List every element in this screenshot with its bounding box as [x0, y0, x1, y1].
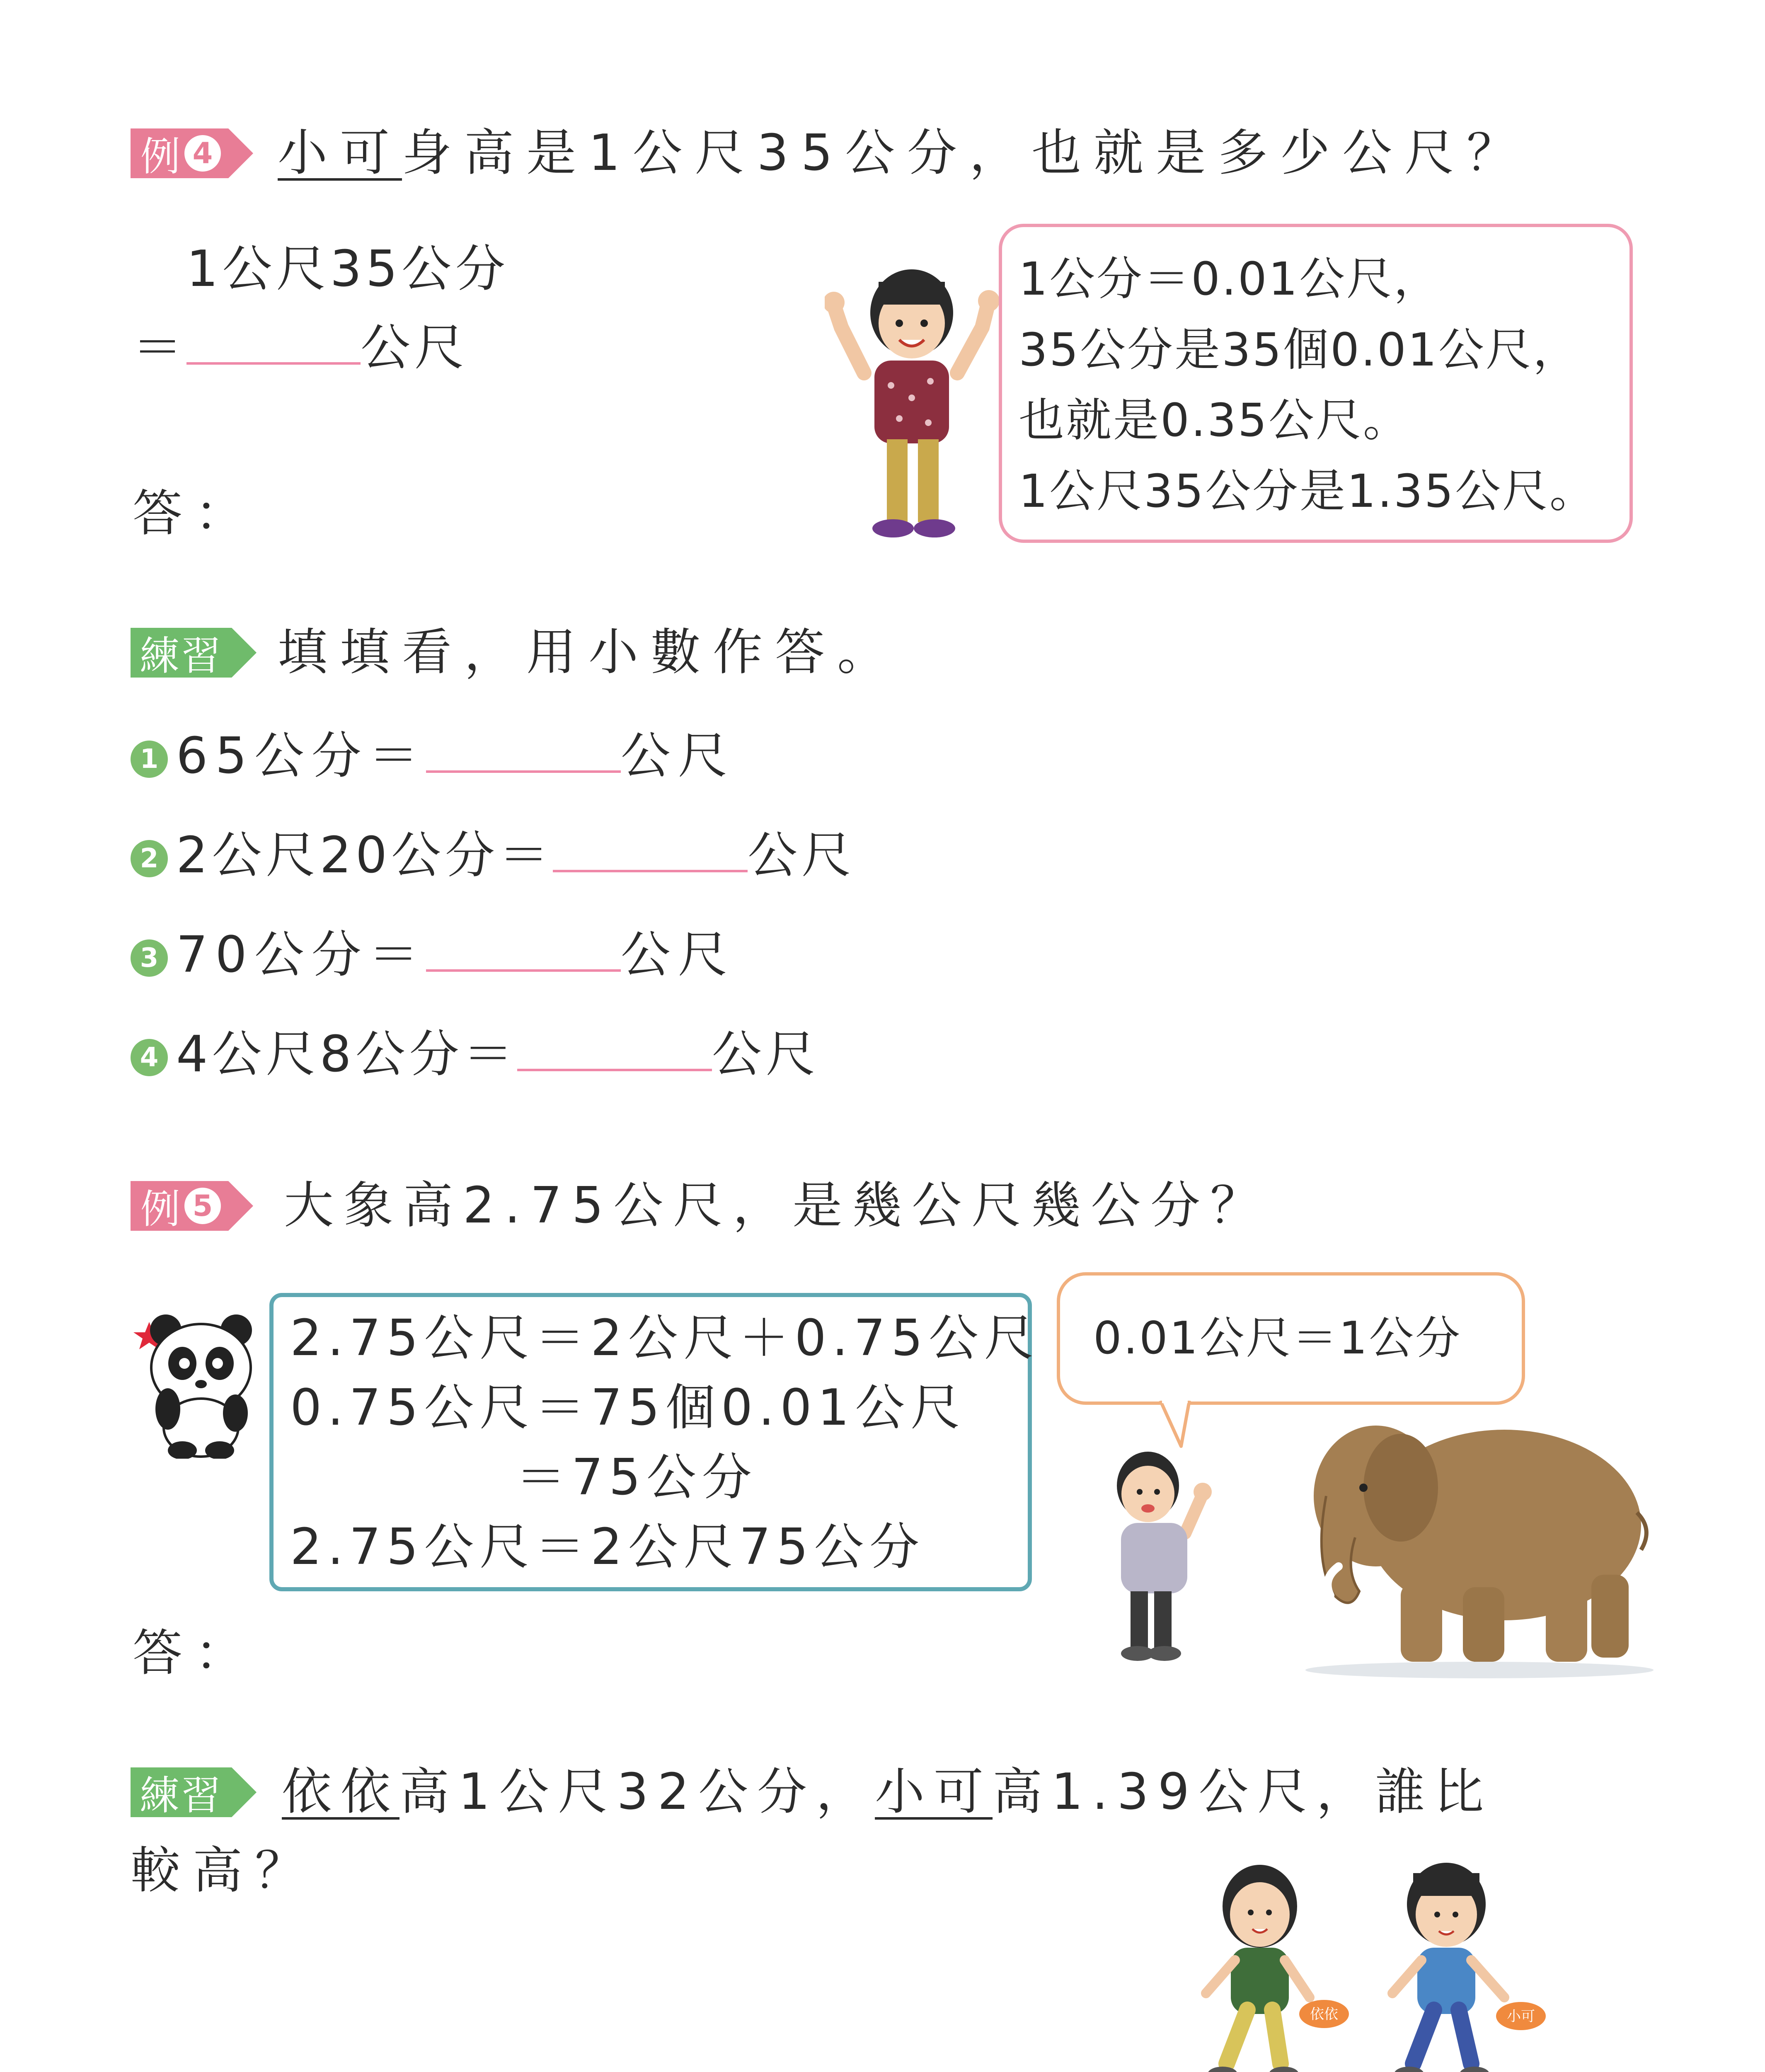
- example-tag-label: 例: [140, 133, 180, 180]
- example-5-work-box: [269, 1293, 1040, 1591]
- practice-2-question-line2: 較高？: [131, 1842, 317, 1900]
- hint-line-3: 也就是0.35公尺。: [1019, 394, 1410, 447]
- two-girls-illustration: [1181, 1857, 1596, 2072]
- practice-2-question-line1: [282, 1763, 1493, 1821]
- equals-sign: ＝: [133, 319, 186, 377]
- work-line-2: 0.75公尺＝75個0.01公尺: [290, 1379, 966, 1437]
- item-unit: 公尺: [748, 827, 856, 884]
- answer-blank[interactable]: [517, 1060, 712, 1071]
- practice-item-4: [131, 1026, 820, 1083]
- practice-tag-label: 練習: [131, 628, 232, 678]
- practice-tag-label: 練習: [131, 1767, 232, 1817]
- item-left: 70公分＝: [176, 926, 426, 984]
- elephant-speech-bubble: [1057, 1272, 1525, 1405]
- item-number-badge: 2: [131, 840, 168, 877]
- question-text: 身高是1公尺35公分，也就是多少公尺？: [402, 124, 1529, 182]
- tag-arrow-icon: [228, 1181, 253, 1231]
- answer-blank[interactable]: [186, 354, 361, 365]
- example-5-question: 大象高2.75公尺，是幾公尺幾公分？: [284, 1177, 1270, 1234]
- example-5-answer-label: 答：: [133, 1624, 257, 1682]
- bubble-text: 0.01公尺＝1公分: [1093, 1312, 1462, 1365]
- item-number-badge: 4: [131, 1039, 168, 1076]
- hint-line-1: 1公分＝0.01公尺，: [1019, 252, 1441, 305]
- practice-1-tag: [131, 628, 257, 678]
- boy-illustration: [1098, 1450, 1214, 1666]
- practice-item-3: [131, 926, 735, 984]
- example-tag-label: 例: [140, 1186, 180, 1232]
- unit-text: 公尺: [361, 319, 468, 377]
- sign-xiaoke: 小可: [1507, 2008, 1535, 2025]
- question-part-1: 高1公尺32公分，: [399, 1763, 875, 1821]
- item-left: 65公分＝: [176, 727, 426, 785]
- answer-blank[interactable]: [553, 862, 748, 872]
- item-left: 2公尺20公分＝: [176, 827, 553, 884]
- hint-bubble: [999, 224, 1633, 543]
- item-number-badge: 1: [131, 741, 168, 778]
- name-xiaoke: 小可: [278, 124, 402, 182]
- item-unit: 公尺: [620, 727, 735, 785]
- bubble-tail-icon: [1156, 1401, 1206, 1450]
- practice-1-instruction: 填填看，用小數作答。: [278, 624, 899, 681]
- hint-line-4: 1公尺35公分是1.35公尺。: [1019, 464, 1597, 518]
- hint-line-2: 35公分是35個0.01公尺，: [1019, 323, 1580, 376]
- practice-item-2: [131, 827, 856, 884]
- tag-arrow-icon: [228, 128, 253, 178]
- example-4-work-line2: [133, 319, 468, 377]
- answer-blank[interactable]: [426, 961, 621, 972]
- answer-blank[interactable]: [426, 762, 621, 773]
- example-number-badge: 5: [184, 1188, 221, 1224]
- item-number-badge: 3: [131, 939, 168, 977]
- work-line-3: ＝75公分: [516, 1449, 758, 1506]
- item-left: 4公尺8公分＝: [176, 1026, 517, 1083]
- practice-2-tag: [131, 1767, 257, 1817]
- sign-yiyi: 依依: [1310, 2006, 1338, 2023]
- elephant-illustration: [1305, 1405, 1654, 1678]
- girl-illustration: [825, 265, 999, 543]
- item-unit: 公尺: [620, 926, 735, 984]
- item-unit: 公尺: [712, 1026, 820, 1083]
- tag-arrow-icon: [232, 628, 257, 678]
- panda-illustration: [133, 1305, 265, 1459]
- tag-arrow-icon: [232, 1767, 257, 1817]
- example-4-work-line1: 1公尺35公分: [186, 240, 510, 298]
- example-5-tag: [131, 1181, 253, 1231]
- name-yiyi: 依依: [282, 1763, 399, 1821]
- example-number-badge: 4: [184, 135, 221, 172]
- work-line-1: 2.75公尺＝2公尺＋0.75公尺: [290, 1310, 1040, 1367]
- work-line-4: 2.75公尺＝2公尺75公分: [290, 1518, 925, 1576]
- name-xiaoke: 小可: [875, 1763, 993, 1821]
- example-4-tag: [131, 128, 253, 178]
- practice-item-1: [131, 727, 735, 785]
- example-4-answer-label: 答：: [133, 485, 257, 542]
- question-part-2: 高1.39公尺，誰比: [993, 1763, 1493, 1821]
- example-4-question: [278, 124, 1529, 182]
